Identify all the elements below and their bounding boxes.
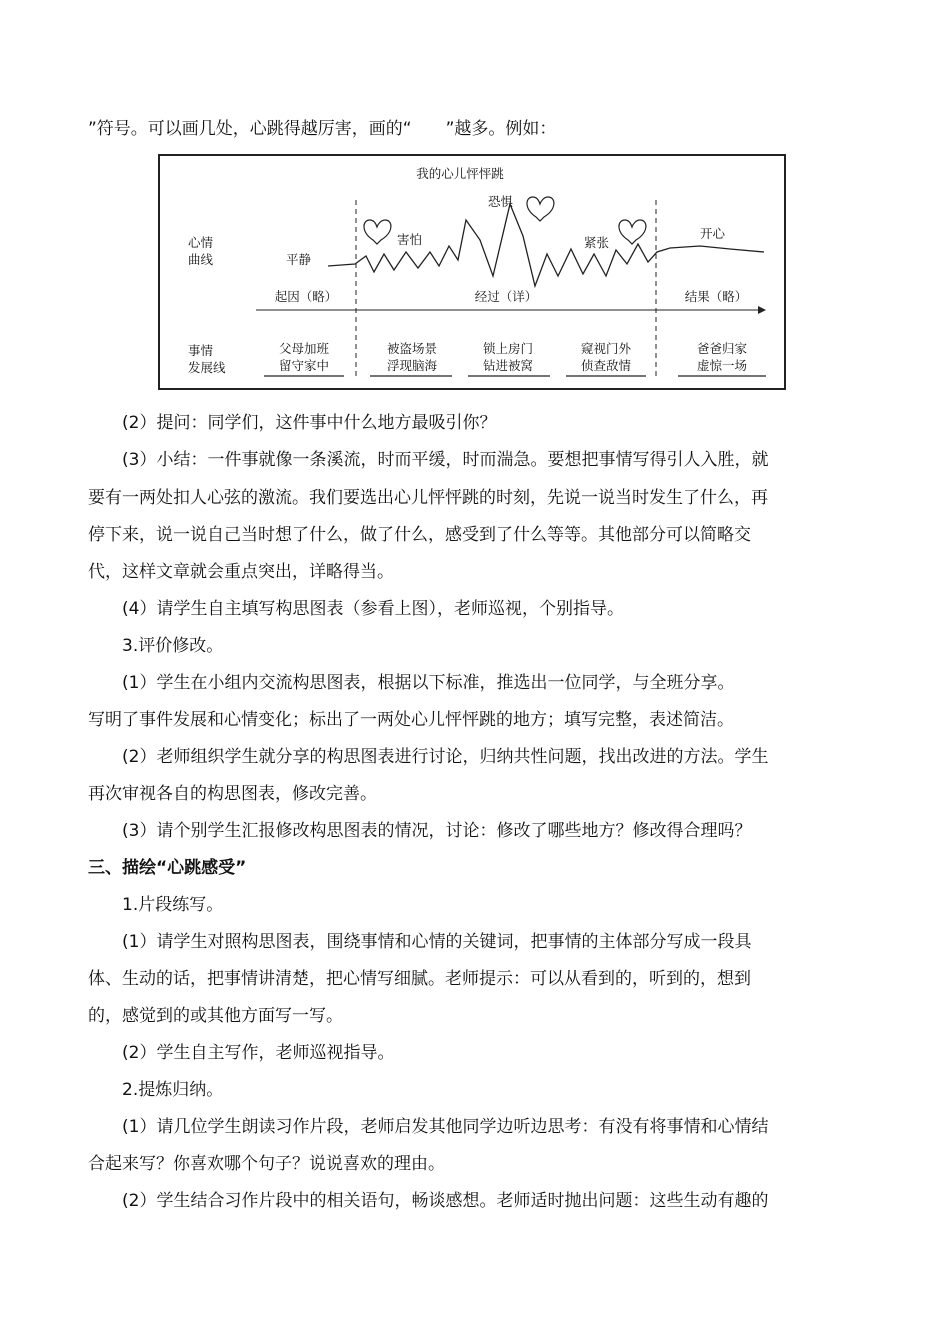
paragraph-16: 体、生动的话，把事情讲清楚，把心情写细腻。老师提示：可以从看到的，听到的，想到 xyxy=(88,969,751,989)
mood-nervous: 紧张 xyxy=(584,235,610,250)
event-5 xyxy=(678,341,766,376)
paragraph-14: 1.片段练写。 xyxy=(122,895,224,915)
event-2-line-2: 浮现脑海 xyxy=(386,358,438,373)
mood-label-1: 心情 xyxy=(188,235,214,250)
paragraph-22: (2）学生结合习作片段中的相关语句，畅谈感想。老师适时抛出问题：这些生动有趣的 xyxy=(122,1191,769,1211)
event-4-line-2: 侦查敌情 xyxy=(580,358,632,373)
paragraph-20: (1）请几位学生朗读习作片段，老师启发其他同学边听边思考：有没有将事情和心情结 xyxy=(122,1117,769,1137)
paragraph-21: 合起来写？你喜欢哪个句子？说说喜欢的理由。 xyxy=(88,1154,445,1174)
event-2-line-1: 被盗场景 xyxy=(386,341,438,356)
event-label-2: 发展线 xyxy=(188,360,226,375)
paragraph-10: (2）老师组织学生就分享的构思图表进行讨论，归纳共性问题，找出改进的方法。学生 xyxy=(122,747,769,767)
stage-start-label: 起因（略） xyxy=(274,289,338,304)
heart-icon-fear xyxy=(364,220,391,244)
paragraph-11: 再次审视各自的构思图表，修改完善。 xyxy=(88,784,377,804)
paragraph-15: (1）请学生对照构思图表，围绕事情和心情的关键词，把事情的主体部分写成一段具 xyxy=(122,932,752,952)
event-3-line-2: 钻进被窝 xyxy=(482,358,534,373)
event-1 xyxy=(264,341,344,376)
mood-terror: 恐惧 xyxy=(488,194,514,209)
event-1-line-2: 留守家中 xyxy=(278,358,330,373)
stage-end-label: 结果（略） xyxy=(684,289,748,304)
event-3-line-1: 锁上房门 xyxy=(482,341,534,356)
mood-label-2: 曲线 xyxy=(188,252,214,267)
event-5-line-1: 爸爸归家 xyxy=(696,341,748,356)
section-heading: 三、描绘“心跳感受” xyxy=(88,858,247,878)
paragraph-4: 停下来，说一说自己当时想了什么，做了什么，感受到了什么等等。其他部分可以简略交 xyxy=(88,525,751,545)
event-4 xyxy=(566,341,646,376)
paragraph-12: (3）请个别学生汇报修改构思图表的情况，讨论：修改了哪些地方？修改得合理吗？ xyxy=(122,821,752,841)
heart-icon-terror xyxy=(527,197,554,221)
event-4-line-1: 窥视门外 xyxy=(580,341,632,356)
figure-title: 我的心儿怦怦跳 xyxy=(416,166,504,181)
paragraph-5: 代，这样文章就会重点突出，详略得当。 xyxy=(88,562,394,582)
paragraph-9: 写明了事件发展和心情变化；标出了一两处心儿怦怦跳的地方；填写完整，表述简洁。 xyxy=(88,710,734,730)
paragraph-7: 3.评价修改。 xyxy=(122,636,224,656)
plot-diagram-figure xyxy=(158,154,786,390)
timeline-arrowhead xyxy=(758,306,766,314)
event-5-line-2: 虚惊一场 xyxy=(696,358,748,373)
mood-happy: 开心 xyxy=(700,226,726,241)
heart-icon-nervous xyxy=(619,220,646,244)
paragraph-1: (2）提问：同学们，这件事中什么地方最吸引你？ xyxy=(122,413,497,433)
paragraph-3: 要有一两处扣人心弦的激流。我们要选出心儿怦怦跳的时刻，先说一说当时发生了什么，再 xyxy=(88,488,768,508)
paragraph-2: (3）小结：一件事就像一条溪流，时而平缓，时而湍急。要想把事情写得引人入胜，就 xyxy=(122,450,769,470)
event-label-1: 事情 xyxy=(188,343,214,358)
paragraph-8: (1）学生在小组内交流构思图表，根据以下标准，推选出一位同学，与全班分享。 xyxy=(122,673,735,693)
intro-line: ”符号。可以画几处，心跳得越厉害，画的“ ”越多。例如： xyxy=(88,119,557,139)
plot-diagram-svg xyxy=(160,156,784,388)
event-2 xyxy=(370,341,452,376)
event-3 xyxy=(468,341,550,376)
paragraph-6: (4）请学生自主填写构思图表（参看上图），老师巡视，个别指导。 xyxy=(122,599,624,619)
mood-fear: 害怕 xyxy=(397,232,423,247)
event-1-line-1: 父母加班 xyxy=(278,341,330,356)
stage-middle-label: 经过（详） xyxy=(474,289,538,304)
paragraph-19: 2.提炼归纳。 xyxy=(122,1080,224,1100)
mood-calm: 平静 xyxy=(286,252,312,267)
paragraph-17: 的，感觉到的或其他方面写一写。 xyxy=(88,1006,343,1026)
paragraph-18: (2）学生自主写作，老师巡视指导。 xyxy=(122,1043,395,1063)
